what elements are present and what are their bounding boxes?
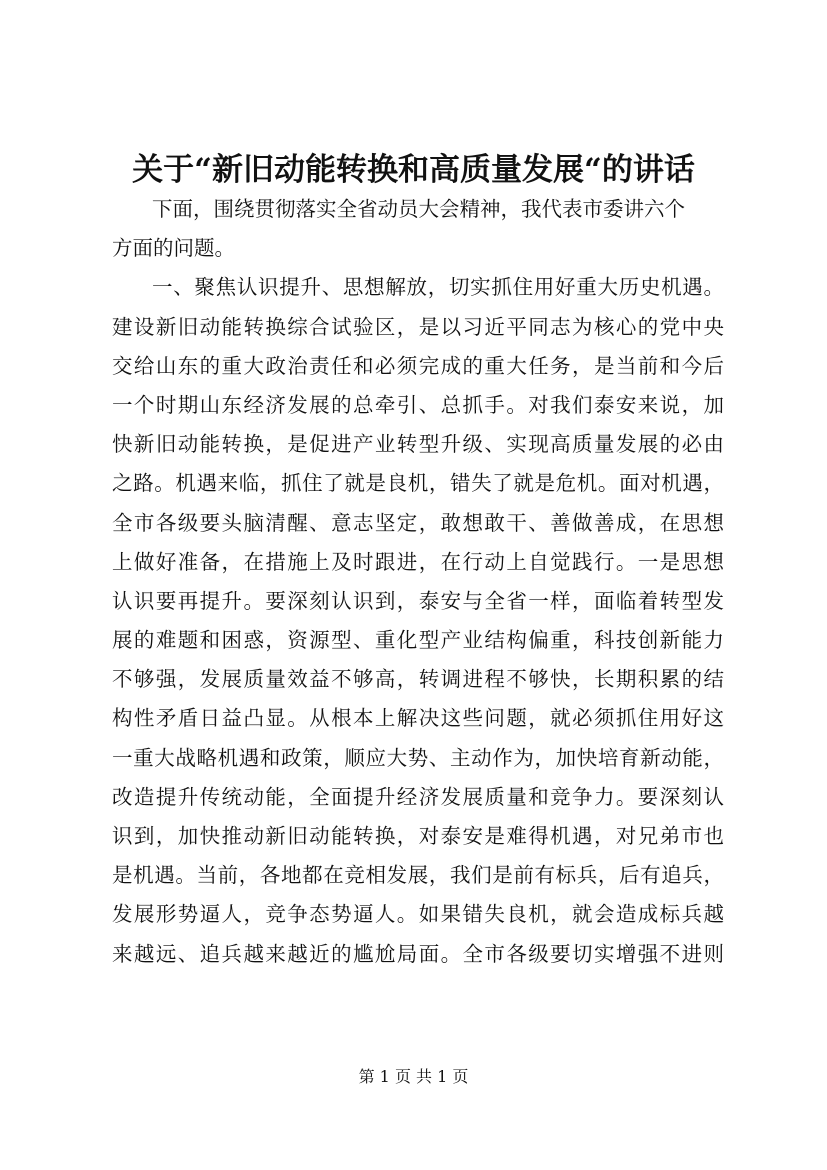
body-line: 是机遇。当前，各地都在竞相发展，我们是前有标兵，后有追兵，: [112, 863, 724, 888]
page-number-footer: 第 1 页 共 1 页: [358, 1067, 469, 1086]
body-line: 一个时期山东经济发展的总牵引、总抓手。对我们泰安来说，加: [112, 392, 724, 417]
body-line: 之路。机遇来临，抓住了就是良机，错失了就是危机。面对机遇，: [112, 471, 724, 496]
body-line: 一、聚焦认识提升、思想解放，切实抓住用好重大历史机遇。: [152, 275, 724, 300]
body-line: 改造提升传统动能，全面提升经济发展质量和竞争力。要深刻认: [112, 784, 724, 809]
document-title: 关于“新旧动能转换和高质量发展“的讲话: [132, 152, 695, 188]
body-line: 不够强，发展质量效益不够高，转调进程不够快，长期积累的结: [112, 667, 724, 692]
body-line: 识到，加快推动新旧动能转换，对泰安是难得机遇，对兄弟市也: [112, 824, 724, 848]
body-line: 方面的问题。: [112, 236, 235, 261]
body-line: 发展形势逼人，竞争态势逼人。如果错失良机，就会造成标兵越: [112, 902, 724, 927]
body-line: 建设新旧动能转换综合试验区，是以习近平同志为核心的党中央: [112, 314, 724, 339]
body-line: 交给山东的重大政治责任和必须完成的重大任务，是当前和今后: [112, 353, 724, 378]
document-body: [112, 190, 724, 974]
body-line: 快新旧动能转换，是促进产业转型升级、实现高质量发展的必由: [112, 432, 724, 457]
body-line: 下面，围绕贯彻落实全省动员大会精神，我代表市委讲六个: [152, 197, 685, 221]
body-line: 构性矛盾日益凸显。从根本上解决这些问题，就必须抓住用好这: [112, 706, 724, 731]
body-line: 来越远、追兵越来越近的尴尬局面。全市各级要切实增强不进则: [112, 941, 724, 966]
body-line: 一重大战略机遇和政策，顺应大势、主动作为，加快培育新动能，: [112, 745, 724, 770]
body-line: 认识要再提升。要深刻认识到，泰安与全省一样，面临着转型发: [112, 588, 724, 613]
body-line: 展的难题和困惑，资源型、重化型产业结构偏重，科技创新能力: [112, 628, 724, 653]
body-line: 上做好准备，在措施上及时跟进，在行动上自觉践行。一是思想: [112, 549, 724, 574]
body-line: 全市各级要头脑清醒、意志坚定，敢想敢干、善做善成，在思想: [112, 510, 724, 535]
